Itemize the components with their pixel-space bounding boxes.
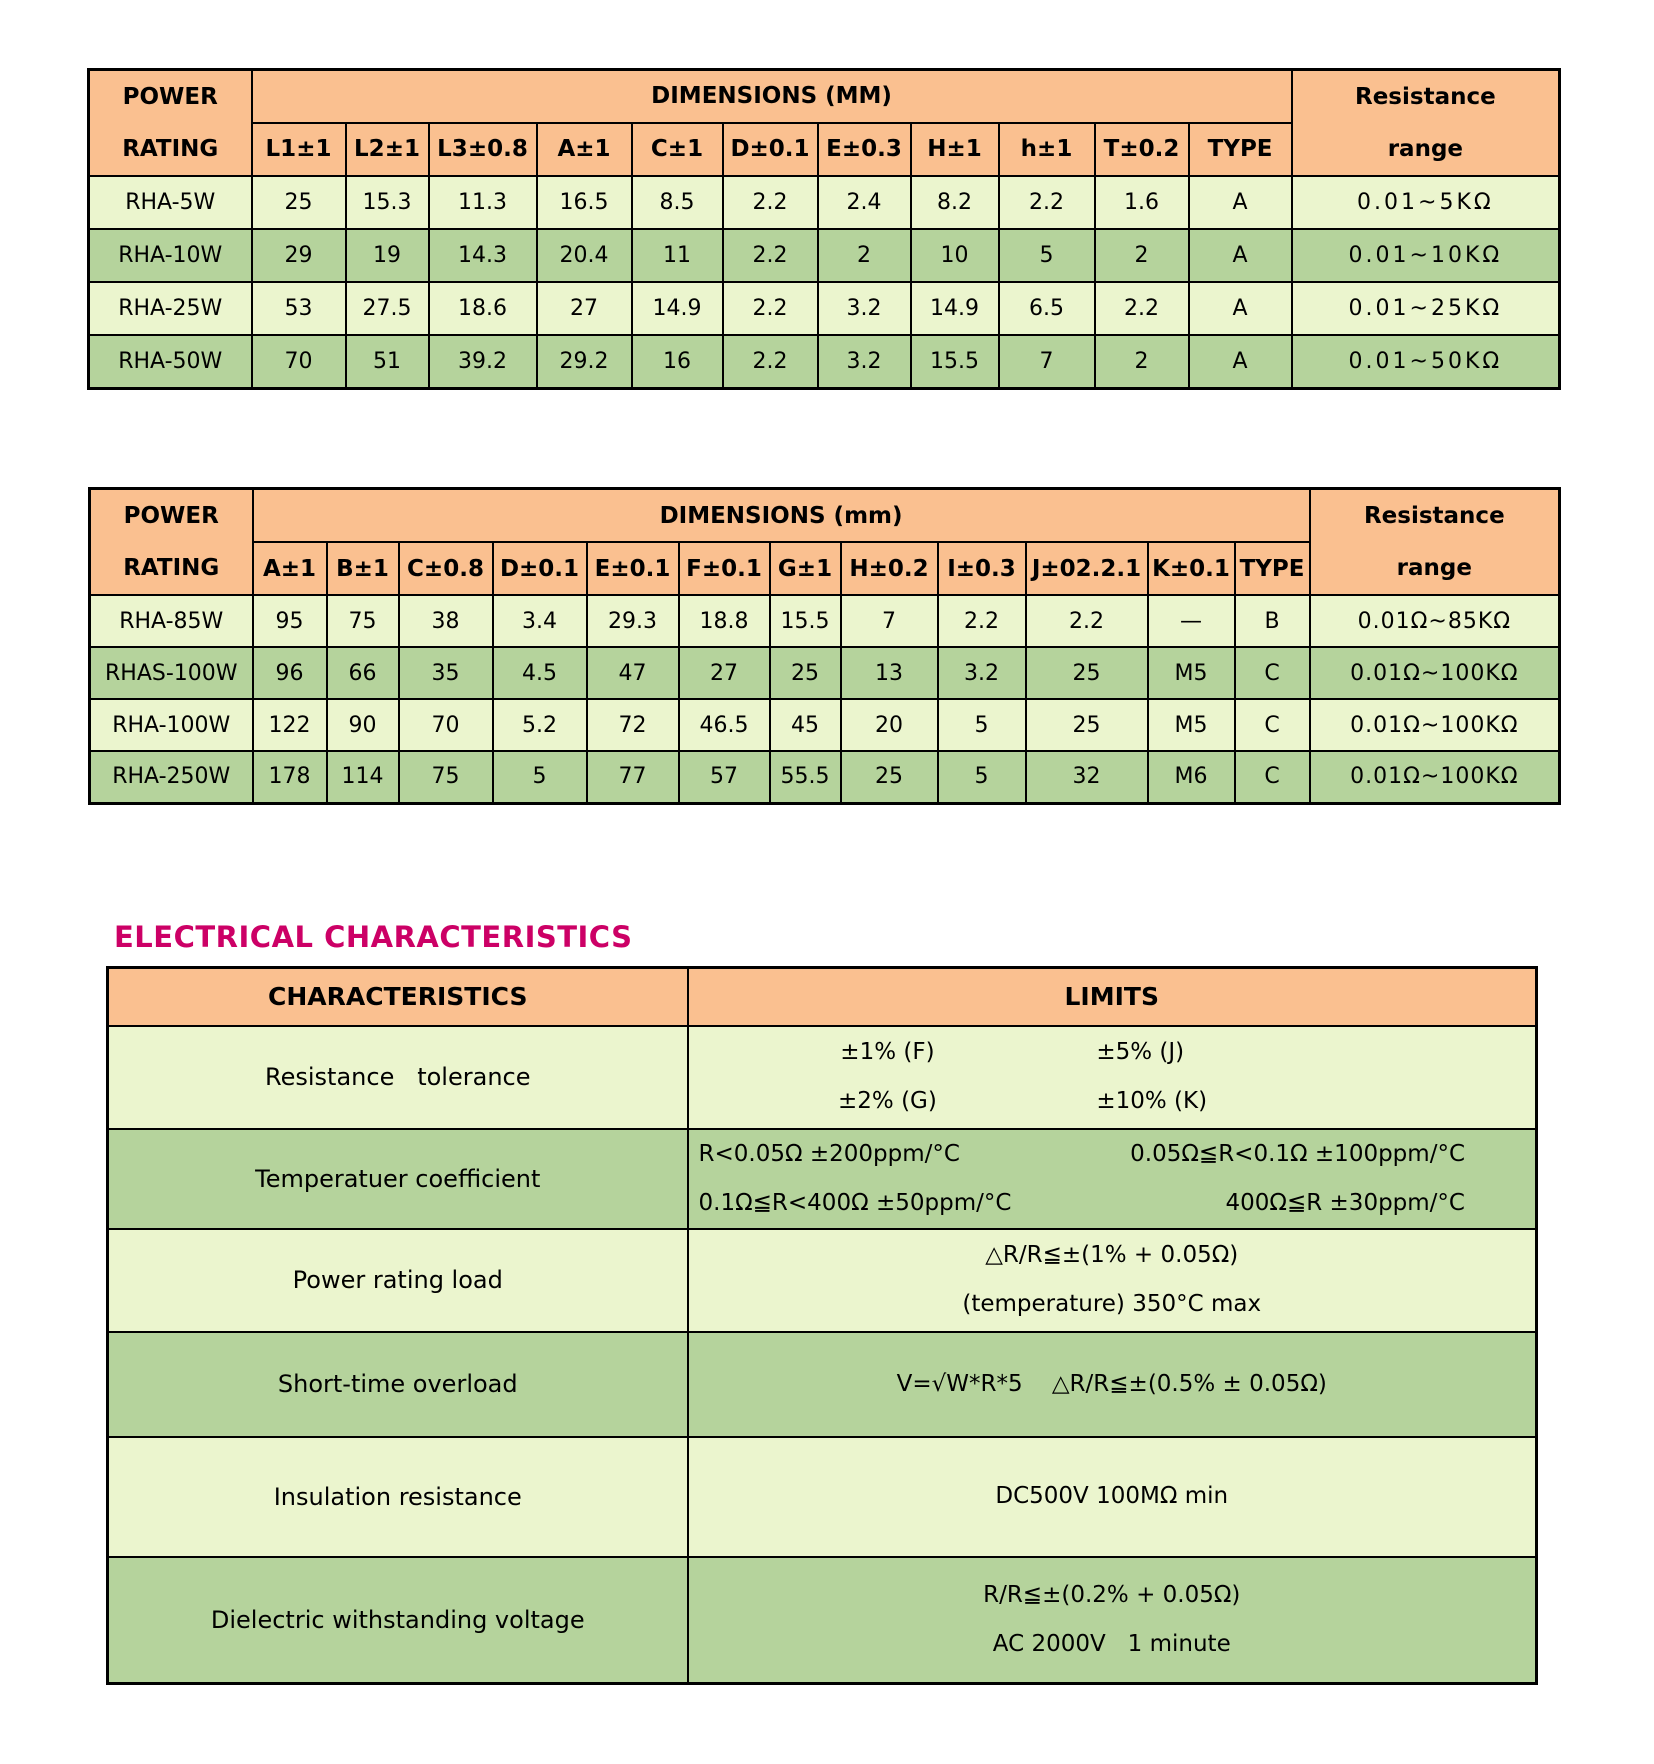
dim-value: 5 xyxy=(999,229,1095,282)
col-header-E: E±0.3 xyxy=(818,123,911,176)
dim-value: 53 xyxy=(252,282,346,335)
dim-value: 14.9 xyxy=(911,282,999,335)
type-value: A xyxy=(1189,335,1292,388)
limit-item: 400Ω≦R ±30ppm/°C xyxy=(1225,1189,1465,1216)
dim-value: 25 xyxy=(252,176,346,229)
col-header-A: A±1 xyxy=(537,123,632,176)
dim-value: 25 xyxy=(841,751,938,803)
dim-value: 2.2 xyxy=(723,176,818,229)
dim-value: 3.4 xyxy=(493,595,587,647)
limit-item: ±5% (J) xyxy=(1096,1039,1185,1065)
dim-value: 18.6 xyxy=(429,282,537,335)
dim-value: 95 xyxy=(253,595,327,647)
col-header-H: H±0.2 xyxy=(841,542,938,595)
dim-value: 3.2 xyxy=(938,647,1026,699)
table-row xyxy=(89,229,1560,282)
section-heading: ELECTRICAL CHARACTERISTICS xyxy=(114,920,633,954)
dim-value: 70 xyxy=(252,335,346,388)
resistance-range-value: 0.01~25KΩ xyxy=(1292,282,1560,335)
col-header-C: C±0.8 xyxy=(399,542,493,595)
limits-cell xyxy=(688,1026,1537,1129)
limits-line xyxy=(689,1077,1536,1126)
dim-value: 27 xyxy=(537,282,632,335)
col-header-L1: L1±1 xyxy=(252,123,346,176)
dim-value: 25 xyxy=(770,647,841,699)
dim-value: 20 xyxy=(841,699,938,751)
table-row xyxy=(90,595,1560,647)
dim-value: 2 xyxy=(818,229,911,282)
limit-item: ±10% (K) xyxy=(1096,1088,1208,1114)
col-header-L2: L2±1 xyxy=(346,123,429,176)
dim-value: 66 xyxy=(327,647,399,699)
limit-item: DC500V 100MΩ min xyxy=(995,1483,1229,1509)
dim-value: 77 xyxy=(587,751,679,803)
dimensions-table-type-a xyxy=(87,68,1561,390)
table-row xyxy=(89,335,1560,388)
dim-value: 1.6 xyxy=(1095,176,1189,229)
dim-value: 15.3 xyxy=(346,176,429,229)
characteristic-label: Insulation resistance xyxy=(108,1437,688,1557)
power-rating-line2: RATING xyxy=(122,136,219,162)
dim-value: M5 xyxy=(1148,699,1235,751)
limits-cell xyxy=(688,1557,1537,1684)
row-label: RHA-85W xyxy=(90,595,253,647)
dim-value: 46.5 xyxy=(679,699,770,751)
dim-value: 90 xyxy=(327,699,399,751)
limit-item: V=√W*R*5 △R/R≦±(0.5% ± 0.05Ω) xyxy=(896,1370,1327,1397)
dim-value: 16.5 xyxy=(537,176,632,229)
dim-value: 10 xyxy=(911,229,999,282)
dim-value: 11 xyxy=(632,229,723,282)
dim-value: 3.2 xyxy=(818,335,911,388)
limits-header: LIMITS xyxy=(688,968,1537,1026)
dim-value: 5 xyxy=(938,751,1026,803)
table-row xyxy=(90,751,1560,803)
dim-value: 15.5 xyxy=(770,595,841,647)
type-value: C xyxy=(1235,699,1310,751)
col-header-J: J±02.2.1 xyxy=(1026,542,1148,595)
limit-item: 0.05Ω≦R<0.1Ω ±100ppm/°C xyxy=(1130,1140,1465,1167)
type-value: A xyxy=(1189,229,1292,282)
type-value: A xyxy=(1189,176,1292,229)
dim-value: 32 xyxy=(1026,751,1148,803)
dim-value: 14.9 xyxy=(632,282,723,335)
dim-value: 45 xyxy=(770,699,841,751)
col-header-D: D±0.1 xyxy=(493,542,587,595)
col-header-D: D±0.1 xyxy=(723,123,818,176)
table-header-row xyxy=(108,968,1537,1026)
dim-value: 114 xyxy=(327,751,399,803)
characteristic-label: Power rating load xyxy=(108,1229,688,1332)
dim-value: 57 xyxy=(679,751,770,803)
dim-value: 2.2 xyxy=(1095,282,1189,335)
dim-value: 5 xyxy=(938,699,1026,751)
col-header-H: H±1 xyxy=(911,123,999,176)
dim-value: 29 xyxy=(252,229,346,282)
power-rating-line1: POWER xyxy=(122,84,218,110)
dim-value: 6.5 xyxy=(999,282,1095,335)
dim-value: 25 xyxy=(1026,699,1148,751)
limits-cell xyxy=(688,1229,1537,1332)
dim-value: 8.5 xyxy=(632,176,723,229)
power-rating-header xyxy=(89,70,252,177)
table-row xyxy=(108,1332,1537,1437)
dim-value: 7 xyxy=(841,595,938,647)
dim-value: 4.5 xyxy=(493,647,587,699)
dim-value: 70 xyxy=(399,699,493,751)
col-header-K: K±0.1 xyxy=(1148,542,1235,595)
dim-value: 16 xyxy=(632,335,723,388)
dim-value: 2.2 xyxy=(723,229,818,282)
resistance-header-line2: range xyxy=(1396,555,1472,581)
dim-value: 2 xyxy=(1095,229,1189,282)
limit-item: ±2% (G) xyxy=(838,1088,937,1114)
dim-value: 5.2 xyxy=(493,699,587,751)
power-rating-line2: RATING xyxy=(123,555,220,581)
dim-value: 35 xyxy=(399,647,493,699)
col-header-B: B±1 xyxy=(327,542,399,595)
resistance-range-header xyxy=(1292,70,1560,177)
type-value: B xyxy=(1235,595,1310,647)
dim-value: M5 xyxy=(1148,647,1235,699)
dim-value: 29.2 xyxy=(537,335,632,388)
dim-value: M6 xyxy=(1148,751,1235,803)
limit-item: (temperature) 350°C max xyxy=(962,1291,1262,1317)
col-header-C: C±1 xyxy=(632,123,723,176)
dim-value: 5 xyxy=(493,751,587,803)
resistance-range-value: 0.01~50KΩ xyxy=(1292,335,1560,388)
dim-value: 96 xyxy=(253,647,327,699)
dim-value: 27.5 xyxy=(346,282,429,335)
table-row xyxy=(89,282,1560,335)
col-header-T: T±0.2 xyxy=(1095,123,1189,176)
dim-value: 2.2 xyxy=(999,176,1095,229)
limits-line xyxy=(689,1130,1536,1179)
col-header-TYPE: TYPE xyxy=(1189,123,1292,176)
limit-item: ±1% (F) xyxy=(840,1039,935,1065)
row-label: RHA-100W xyxy=(90,699,253,751)
limit-item: 0.1Ω≦R<400Ω ±50ppm/°C xyxy=(698,1189,1012,1216)
dim-value: 38 xyxy=(399,595,493,647)
table-header-row xyxy=(89,70,1560,123)
dim-value: 51 xyxy=(346,335,429,388)
resistance-range-value: 0.01~5KΩ xyxy=(1292,176,1560,229)
row-label: RHA-5W xyxy=(89,176,252,229)
col-header-h: h±1 xyxy=(999,123,1095,176)
col-header-L3: L3±0.8 xyxy=(429,123,537,176)
limits-cell xyxy=(688,1437,1537,1557)
limit-item: △R/R≦±(1% + 0.05Ω) xyxy=(985,1242,1239,1268)
table-row xyxy=(89,176,1560,229)
dim-value: 39.2 xyxy=(429,335,537,388)
dim-value: 13 xyxy=(841,647,938,699)
dim-value: 2.4 xyxy=(818,176,911,229)
dim-value: 11.3 xyxy=(429,176,537,229)
limit-item: R/R≦±(0.2% + 0.05Ω) xyxy=(983,1581,1241,1608)
resistance-range-value: 0.01Ω~85KΩ xyxy=(1310,595,1560,647)
characteristic-label: Short-time overload xyxy=(108,1332,688,1437)
resistance-range-value: 0.01Ω~100KΩ xyxy=(1310,751,1560,803)
dim-value: 47 xyxy=(587,647,679,699)
dim-value: 14.3 xyxy=(429,229,537,282)
col-header-A: A±1 xyxy=(253,542,327,595)
dimensions-header: DIMENSIONS (MM) xyxy=(252,70,1292,123)
type-value: C xyxy=(1235,647,1310,699)
table-row xyxy=(108,1129,1537,1229)
dim-value: 8.2 xyxy=(911,176,999,229)
characteristic-label: Resistance tolerance xyxy=(108,1026,688,1129)
resistance-range-value: 0.01~10KΩ xyxy=(1292,229,1560,282)
characteristics-header: CHARACTERISTICS xyxy=(108,968,688,1026)
dim-value: 25 xyxy=(1026,647,1148,699)
row-label: RHA-25W xyxy=(89,282,252,335)
col-header-E: E±0.1 xyxy=(587,542,679,595)
table-row xyxy=(90,647,1560,699)
dim-value: 18.8 xyxy=(679,595,770,647)
dim-value: 29.3 xyxy=(587,595,679,647)
dim-value: 7 xyxy=(999,335,1095,388)
table-row xyxy=(90,699,1560,751)
row-label: RHAS-100W xyxy=(90,647,253,699)
resistance-header-line1: Resistance xyxy=(1355,84,1496,110)
power-rating-header xyxy=(90,489,253,596)
resistance-header-line2: range xyxy=(1387,136,1464,162)
dim-value: 15.5 xyxy=(911,335,999,388)
characteristic-label: Dielectric withstanding voltage xyxy=(108,1557,688,1684)
col-header-TYPE: TYPE xyxy=(1235,542,1310,595)
electrical-characteristics-table xyxy=(106,966,1538,1685)
dim-value: 2 xyxy=(1095,335,1189,388)
limits-line xyxy=(689,1028,1536,1077)
limit-item: R<0.05Ω ±200ppm/°C xyxy=(698,1140,960,1167)
table-header-row xyxy=(90,489,1560,543)
dim-value: 2.2 xyxy=(723,335,818,388)
resistance-range-value: 0.01Ω~100KΩ xyxy=(1310,647,1560,699)
characteristic-label: Temperatuer coefficient xyxy=(108,1129,688,1229)
dimensions-header: DIMENSIONS (mm) xyxy=(253,489,1310,543)
col-header-F: F±0.1 xyxy=(679,542,770,595)
resistance-range-value: 0.01Ω~100KΩ xyxy=(1310,699,1560,751)
type-value: C xyxy=(1235,751,1310,803)
dim-value: 27 xyxy=(679,647,770,699)
limits-cell xyxy=(688,1129,1537,1229)
limit-item: AC 2000V 1 minute xyxy=(992,1630,1231,1657)
resistance-range-header xyxy=(1310,489,1560,596)
limits-line xyxy=(689,1179,1536,1228)
table-row xyxy=(108,1026,1537,1129)
dim-value: 55.5 xyxy=(770,751,841,803)
dim-value: 72 xyxy=(587,699,679,751)
dim-value: 2.2 xyxy=(723,282,818,335)
row-label: RHA-10W xyxy=(89,229,252,282)
resistance-header-line1: Resistance xyxy=(1363,503,1505,529)
col-header-G: G±1 xyxy=(770,542,841,595)
dim-value: 19 xyxy=(346,229,429,282)
table-row xyxy=(108,1557,1537,1684)
dim-value: 178 xyxy=(253,751,327,803)
row-label: RHA-50W xyxy=(89,335,252,388)
col-header-I: I±0.3 xyxy=(938,542,1026,595)
dim-value: 75 xyxy=(327,595,399,647)
dim-value: 3.2 xyxy=(818,282,911,335)
type-value: A xyxy=(1189,282,1292,335)
dim-value: 2.2 xyxy=(938,595,1026,647)
power-rating-line1: POWER xyxy=(123,503,219,529)
table-row xyxy=(108,1229,1537,1332)
dimensions-table-type-bc xyxy=(88,487,1561,805)
row-label: RHA-250W xyxy=(90,751,253,803)
dim-value: 75 xyxy=(399,751,493,803)
dim-value: 122 xyxy=(253,699,327,751)
dim-value: 20.4 xyxy=(537,229,632,282)
table-row xyxy=(108,1437,1537,1557)
dim-value: 2.2 xyxy=(1026,595,1148,647)
limits-cell xyxy=(688,1332,1537,1437)
dim-value: — xyxy=(1148,595,1235,647)
